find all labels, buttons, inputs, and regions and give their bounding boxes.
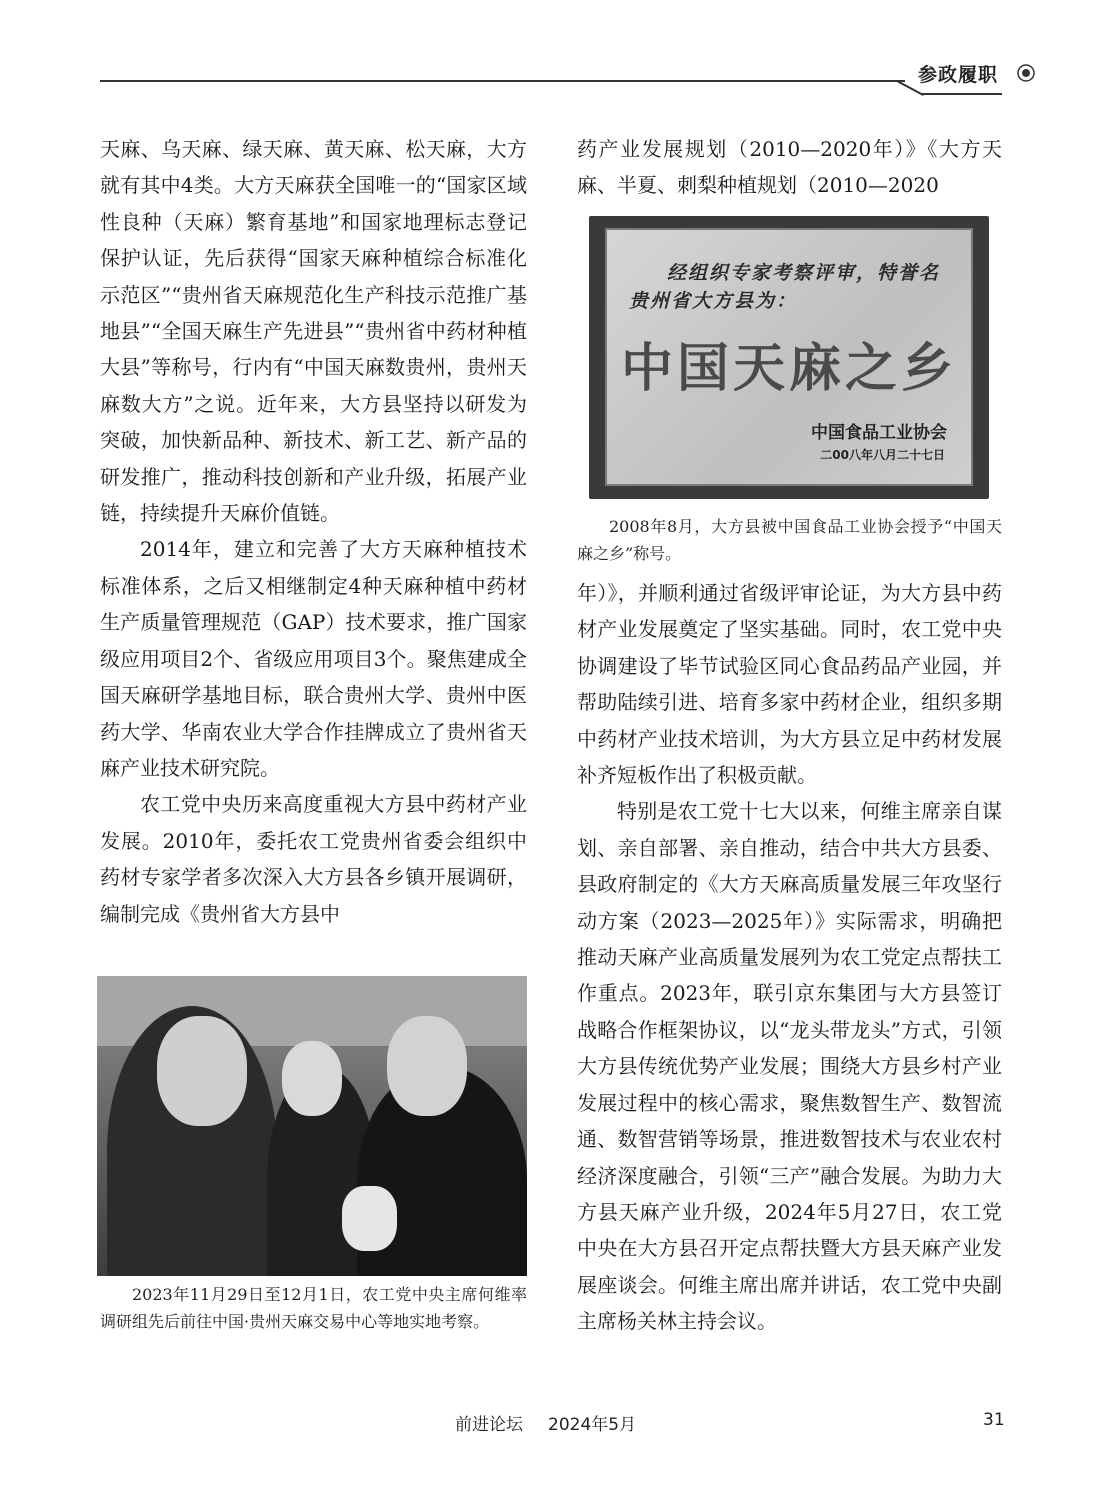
target-icon <box>1017 64 1035 82</box>
footer-issue: 2024年5月 <box>548 1415 637 1435</box>
plaque-caption: 2008年8月，大方县被中国食品工业协会授予“中国天麻之乡”称号。 <box>577 517 1002 563</box>
right-column-top <box>577 131 1002 204</box>
right-column <box>577 575 1002 1340</box>
footer-magazine: 前进论坛 <box>455 1415 523 1435</box>
section-label: 参政履职 <box>918 64 999 86</box>
page-number: 31 <box>983 1410 1005 1430</box>
paragraph: 药产业发展规划（2010—2020年）》《大方天麻、半夏、刺梨种植规划（2010—2020 <box>577 137 1002 198</box>
photo-caption: 2023年11月29日至12月1日，农工党中央主席何维率调研组先后前往中国·贵州天麻交易中心等地实地考察。 <box>100 1285 527 1331</box>
plaque-line2: 贵州省大方县为： <box>629 290 798 312</box>
header-rule-short <box>922 93 1002 95</box>
plaque-photo <box>589 216 989 499</box>
left-column <box>100 131 527 932</box>
paragraph: 天麻、乌天麻、绿天麻、黄天麻、松天麻，大方就有其中4类。大方天麻获全国唯一的“国家区域性良种（天麻）繁育基地”和国家地理标志登记保护认证，先后获得“国家天麻种植综合标准化示范区”“贵州省天麻规范化生产科技示范推广基地县”“全国天麻生产先进县”“贵州省中药材种植大县”等称号，行内有“中国天麻数贵州，贵州天麻数大方”之说。近年来，大方县坚持以研发为突破，加快新品种、新技术、新工艺、新产品的研发推广，推动科技创新和产业升级，拓展产业链，持续提升天麻价值链。 <box>100 137 527 526</box>
paragraph: 2014年，建立和完善了大方天麻种植技术标准体系，之后又相继制定4种天麻种植中药材生产质量管理规范（GAP）技术要求，推广国家级应用项目2个、省级应用项目3个。聚焦建成全国天麻研学基地目标，联合贵州大学、贵州中医药大学、华南农业大学合作挂牌成立了贵州省天麻产业技术研究院。 <box>100 537 527 780</box>
plaque <box>605 228 973 486</box>
plaque-org: 中国食品工业协会 <box>811 423 947 443</box>
paragraph: 年）》，并顺利通过省级评审论证，为大方县中药材产业发展奠定了坚实基础。同时，农工党中央协调建设了毕节试验区同心食品药品产业园，并帮助陆续引进、培育多家中药材企业，组织多期中药材产业技术培训，为大方县立足中药材发展补齐短板作出了积极贡献。 <box>577 581 1002 788</box>
inspection-photo <box>97 976 527 1276</box>
paragraph: 农工党中央历来高度重视大方县中药材产业发展。2010年，委托农工党贵州省委会组织中药材专家学者多次深入大方县各乡镇开展调研，编制完成《贵州省大方县中 <box>100 792 527 926</box>
plaque-date: 二00八年八月二十七日 <box>820 448 945 462</box>
plaque-title: 中国天麻之乡 <box>621 339 958 399</box>
header-rule <box>100 80 905 82</box>
paragraph: 特别是农工党十七大以来，何维主席亲自谋划、亲自部署、亲自推动，结合中共大方县委、县政府制定的《大方天麻高质量发展三年攻坚行动方案（2023—2025年）》实际需求，明确把推动天麻产业高质量发展列为农工党定点帮扶工作重点。2023年，联引京东集团与大方县签订战略合作框架协议，以“龙头带龙头”方式，引领大方县传统优势产业发展；围绕大方县乡村产业发展过程中的核心需求，聚焦数智生产、数智流通、数智营销等场景，推进数智技术与农业农村经济深度融合，引领“三产”融合发展。为助力大方县天麻产业升级，2024年5月27日，农工党中央在大方县召开定点帮扶暨大方县天麻产业发展座谈会。何维主席出席并讲话，农工党中央副主席杨关林主持会议。 <box>577 799 1002 1334</box>
plaque-line1: 经组织专家考察评审，特誉名 <box>667 262 941 284</box>
